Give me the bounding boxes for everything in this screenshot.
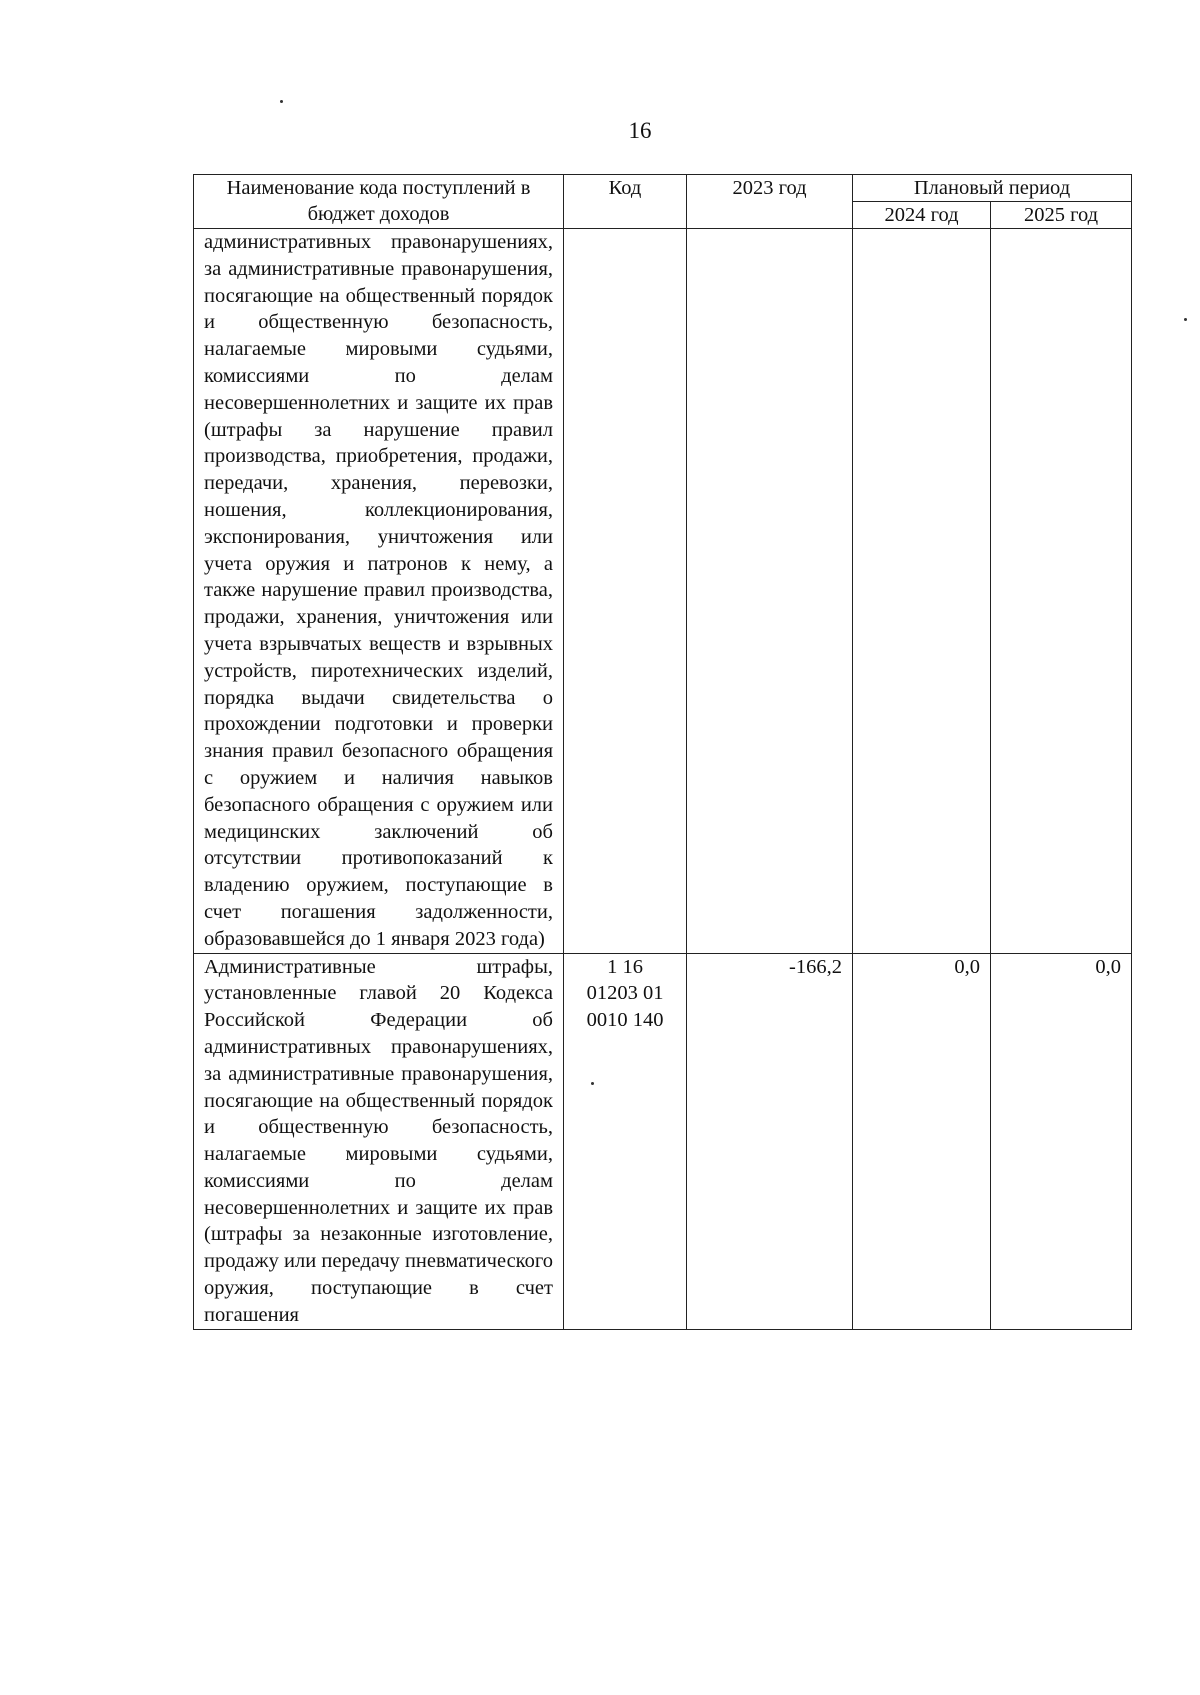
row-value-2023: -166,2	[687, 953, 853, 1329]
scan-speck	[280, 100, 283, 103]
header-2024: 2024 год	[853, 202, 991, 229]
row-name: административных правонарушениях, за административные правонарушения, посягающие на общественный порядок и общественную безопасность, налагаемые мировыми судьями, комиссиями по делам несовершеннолетних и защите их прав (штрафы за нарушение правил производства, приобретения, продажи, передачи, хранения, перевозки, ношения, коллекционирования, экспонирования, уничтожения или учета оружия и патронов к нему, а также нарушение правил производства, продажи, хранения, уничтожения или учета взрывчатых веществ и взрывных устройств, пиротехнических изделий, порядка выдачи свидетельства о прохождении подготовки и проверки знания правил безопасного обращения с оружием и наличия навыков безопасного обращения с оружием или медицинских заключений об отсутствии противопоказаний к владению оружием, поступающие в счет погашения задолженности, образовавшейся до 1 января 2023 года)	[194, 229, 564, 954]
header-2025: 2025 год	[991, 202, 1132, 229]
revenue-table	[193, 174, 1132, 1330]
scan-speck	[1184, 318, 1187, 321]
code-line: 1 16	[607, 955, 643, 978]
row-name: Административные штрафы, установленные главой 20 Кодекса Российской Федерации об административных правонарушениях, за административные правонарушения, посягающие на общественный порядок и общественную безопасность, налагаемые мировыми судьями, комиссиями по делам несовершеннолетних и защите их прав (штрафы за незаконные изготовление, продажу или передачу пневматического оружия, поступающие в счет погашения	[194, 953, 564, 1329]
table-header-row	[194, 175, 1132, 202]
page-number: 16	[628, 118, 652, 143]
header-2023: 2023 год	[687, 175, 853, 229]
header-name: Наименование кода поступлений в бюджет доходов	[194, 175, 564, 229]
row-value-2025: 0,0	[991, 953, 1132, 1329]
table-row	[194, 953, 1132, 1329]
row-value-2024	[853, 229, 991, 954]
code-line: 0010 140	[586, 1009, 664, 1032]
code-line: 01203 01	[586, 982, 664, 1005]
table-row	[194, 229, 1132, 954]
row-code	[564, 953, 687, 1329]
header-planned-period: Плановый период	[853, 175, 1132, 202]
header-code: Код	[564, 175, 687, 229]
row-value-2025	[991, 229, 1132, 954]
row-code	[564, 229, 687, 954]
row-value-2023	[687, 229, 853, 954]
row-value-2024: 0,0	[853, 953, 991, 1329]
